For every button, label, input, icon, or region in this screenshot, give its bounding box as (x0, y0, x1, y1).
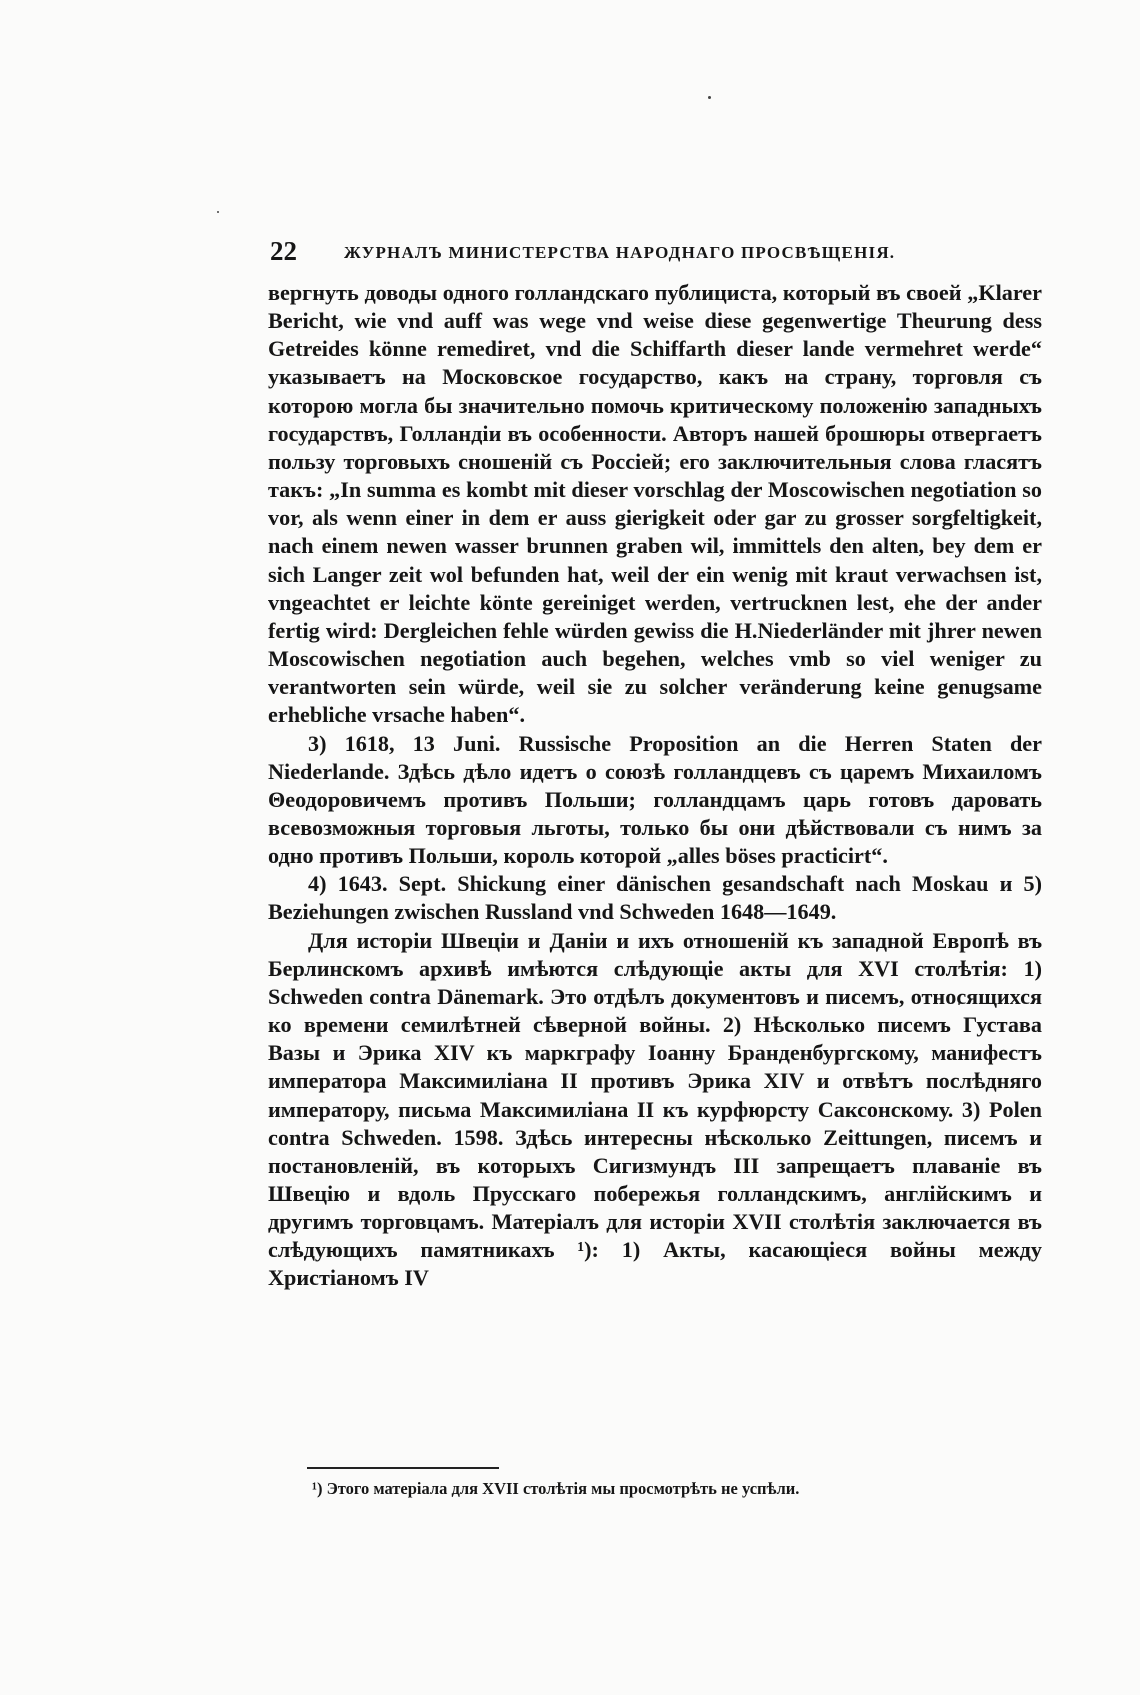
ink-speck (217, 211, 219, 213)
ink-speck (708, 96, 711, 99)
paragraph-sweden-denmark: Для исторіи Швеціи и Даніи и ихъ отношеній къ западной Европѣ въ Берлинскомъ архивѣ имѣются слѣдующіе акты для XVI столѣтія: 1) Schweden contra Dänemark. Это отдѣлъ документовъ и писемъ, относящихся ко времени семилѣтней сѣверной войны. 2) Нѣсколько писемъ Густава Вазы и Эрика XIV къ маркграфу Іоанну Бранденбургскому, манифестъ императора Максимиліана II противъ Эрика XIV и отвѣтъ послѣдняго императору, письма Максимиліана II къ курфюрсту Саксонскому. 3) Polen contra Schweden. 1598. Здѣсь интересны нѣсколько Zeittungen, писемъ и постановленій, въ которыхъ Сигизмундъ III запрещаетъ плаваніе въ Швецію и вдоль Прусскаго побережья голландскимъ, англійскимъ и другимъ торговцамъ. Матеріалъ для исторіи XVII столѣтія заключается въ слѣдующихъ памятникахъ ¹): 1) Акты, касающіеся войны между Христіаномъ IV (268, 927, 1042, 1291)
paragraph-item-3: 3) 1618, 13 Juni. Russische Proposition an die Herren Staten der Niederlande. Здѣсь дѣло идетъ о союзѣ голландцевъ съ царемъ Михаиломъ Θеодоровичемъ противъ Польши; голландцамъ царь готовъ даровать всевозможныя торговыя льготы, только бы они дѣйствовали съ нимъ за одно противъ Польши, король которой „alles böses practicirt“. (268, 730, 1042, 869)
running-head: ЖУРНАЛЪ МИНИСТЕРСТВА НАРОДНАГО ПРОСВѢЩЕНІЯ. (344, 243, 896, 262)
footnote: ¹) Этого матеріала для XVII столѣтія мы просмотрѣть не успѣли. (312, 1479, 800, 1498)
footnote-divider (307, 1467, 499, 1469)
paragraph-item-4-5: 4) 1643. Sept. Shickung einer dänischen gesandschaft nach Moskau и 5) Beziehungen zwischen Russland vnd Schweden 1648—1649. (268, 871, 1042, 925)
page-number: 22 (270, 236, 297, 266)
paragraph-continued: вергнуть доводы одного голландскаго публициста, который въ своей „Klarer Bericht, wie vnd auff was wege vnd weise diese gegenwertige Theurung dess Getreides könne remediret, vnd die Schiffarth dieser lande vermehret werde“ указываетъ на Московское государство, какъ на страну, торговля съ которою могла бы значительно помочь критическому положенію западныхъ государствъ, Голландіи въ особенности. Авторъ нашей брошюры отвергаетъ пользу торговыхъ сношеній съ Россіей; его заключительныя слова гласятъ такъ: „In summa es kombt mit dieser vorschlag der Moscowischen negotiation so vor, als wenn einer in dem er auss gierigkeit oder gar zu grosser sorgfeltigkeit, nach einem newen wasser brunnen graben wil, immittels den alten, bey dem er sich Langer zeit wol befunden hat, weil der ein wenig mit kraut verwachsen ist, vngeachtet er leichte könte gereiniget werden, vertrucknen lest, ehe der ander fertig wird: Dergleichen fehle würden gewiss die H.Niederländer mit jhrer newen Moscowischen negotiation auch begehen, welches vmb so viel weniger zu verantworten sein würde, weil sie zu solcher veränderung keine genugsame erhebliche vrsache haben“. (268, 280, 1042, 728)
body-text (268, 279, 1042, 1293)
page-header (270, 236, 1040, 266)
